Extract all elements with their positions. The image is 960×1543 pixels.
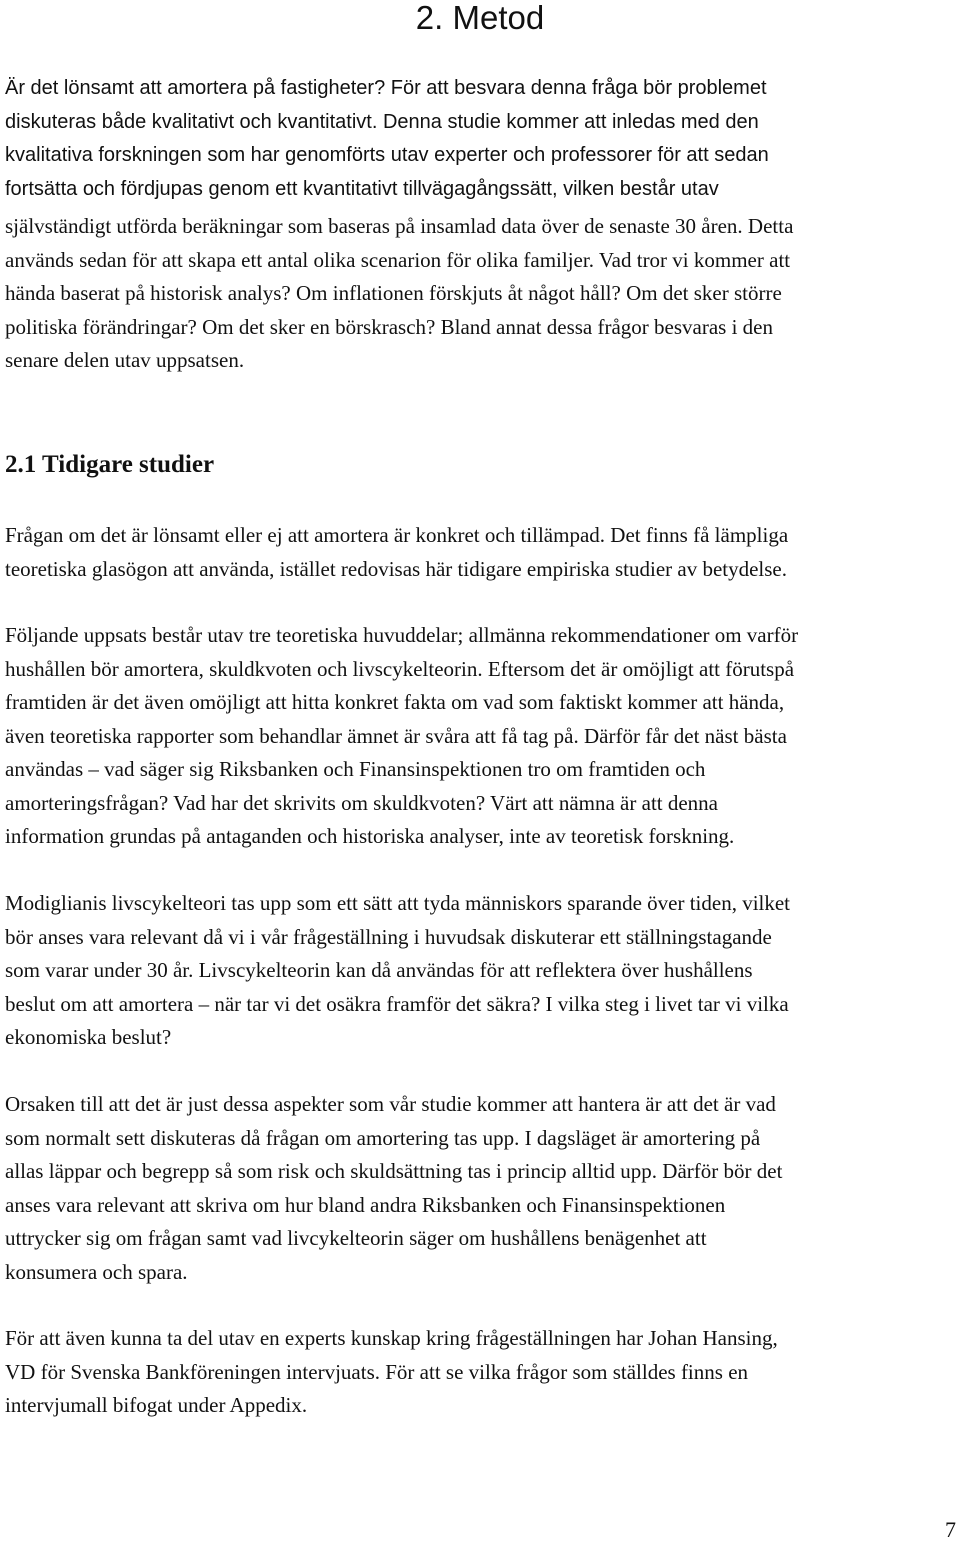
text-line: Följande uppsats består utav tre teoretiska huvuddelar; allmänna rekommendationer om varför (5, 623, 799, 647)
text-line: ekonomiska beslut? (5, 1025, 172, 1049)
text-line: teoretiska glasögon att använda, istället redovisas här tidigare empiriska studier av betydelse. (5, 556, 788, 581)
text-line: politiska förändringar? Om det sker en börskrasch? Bland annat dessa frågor besvaras i den (5, 314, 773, 339)
page-title: 2. Metod (415, 0, 545, 36)
text-line: Orsaken till att det är just dessa aspekter som vår studie kommer att hantera är att det är vad (5, 1092, 776, 1116)
text-line: som normalt sett diskuteras då frågan om amortering tas upp. I dagsläget är amortering på (5, 1125, 761, 1150)
text-line: fortsätta och fördjupas genom ett kvantitativt tillvägagångssätt, vilken består utav (5, 177, 719, 200)
intro-paragraph-sans (5, 72, 957, 206)
paragraph-5 (5, 1322, 957, 1423)
section-heading: 2.1 Tidigare studier (5, 451, 215, 478)
text-line: hända baserat på historisk analys? Om inflationen förskjuts åt något håll? Om det sker större (5, 281, 782, 305)
text-line: Är det lönsamt att amortera på fastigheter? För att besvara denna fråga bör problemet (5, 77, 767, 99)
text-line: Modiglianis livscykelteori tas upp som ett sätt att tyda människors sparande över tiden, vilket (5, 891, 791, 915)
text-line: allas läppar och begrepp så som risk och skuldsättning tas i princip alltid upp. Därför bör det (5, 1159, 783, 1183)
text-line: konsumera och spara. (5, 1259, 188, 1284)
text-line: diskuteras både kvalitativt och kvantitativt. Denna studie kommer att inledas med den (5, 110, 759, 133)
text-line: information grundas på antaganden och historiska analyser, inte av teoretisk forskning. (5, 824, 735, 848)
text-line: senare delen utav uppsatsen. (5, 348, 245, 372)
text-line: För att även kunna ta del utav en experts kunskap kring frågeställningen har Johan Hansing, (5, 1326, 778, 1350)
text-line: VD för Svenska Bankföreningen intervjuats. För att se vilka frågor som ställdes finns en (5, 1359, 749, 1384)
text-line: beslut om att amortera – när tar vi det osäkra framför det säkra? I vilka steg i livet tar vi vilka (5, 991, 789, 1016)
paragraph-1 (5, 519, 957, 586)
paragraph-3 (5, 887, 957, 1055)
text-line: användas – vad säger sig Riksbanken och Finansinspektionen tro om framtiden och (5, 757, 706, 781)
text-line: även teoretiska rapporter som behandlar ämnet är svåra att få tag på. Därför får det näst bästa (5, 723, 787, 748)
text-line: amorteringsfrågan? Vad har det skrivits om skuldkvoten? Värt att nämna är att denna (5, 790, 719, 815)
text-line: hushållen bör amortera, skuldkvoten och livscykelteorin. Eftersom det är omöjligt att förutspå (5, 656, 795, 681)
text-line: bör anses vara relevant då vi i vår frågeställning i huvudsak diskuterar ett ställningstagande (5, 924, 772, 949)
text-line: kvalitativa forskningen som har genomförts utav experter och professorer för att sedan (5, 144, 769, 166)
text-line: framtiden är det även omöjligt att hitta konkret fakta om vad som faktiskt kommer att hända, (5, 690, 785, 714)
paragraph-2 (5, 619, 957, 854)
text-line: används sedan för att skapa ett antal olika scenarion för olika familjer. Vad tror vi kommer att (5, 247, 791, 272)
text-line: som varar under 30 år. Livscykelteorin kan då användas för att reflektera över hushållens (5, 958, 753, 982)
text-line: Frågan om det är lönsamt eller ej att amortera är konkret och tillämpad. Det finns få lämpliga (5, 523, 789, 547)
text-line: självständigt utförda beräkningar som baseras på insamlad data över de senaste 30 åren. Detta (5, 214, 794, 238)
text-line: uttrycker sig om frågan samt vad livcykelteorin säger om hushållens benägenhet att (5, 1226, 707, 1250)
intro-paragraph-serif (5, 210, 957, 378)
paragraph-4 (5, 1088, 957, 1289)
page-number: 7 (945, 1517, 956, 1542)
text-line: intervjumall bifogat under Appedix. (5, 1393, 308, 1417)
text-line: anses vara relevant att skriva om hur bland andra Riksbanken och Finansinspektionen (5, 1192, 726, 1217)
